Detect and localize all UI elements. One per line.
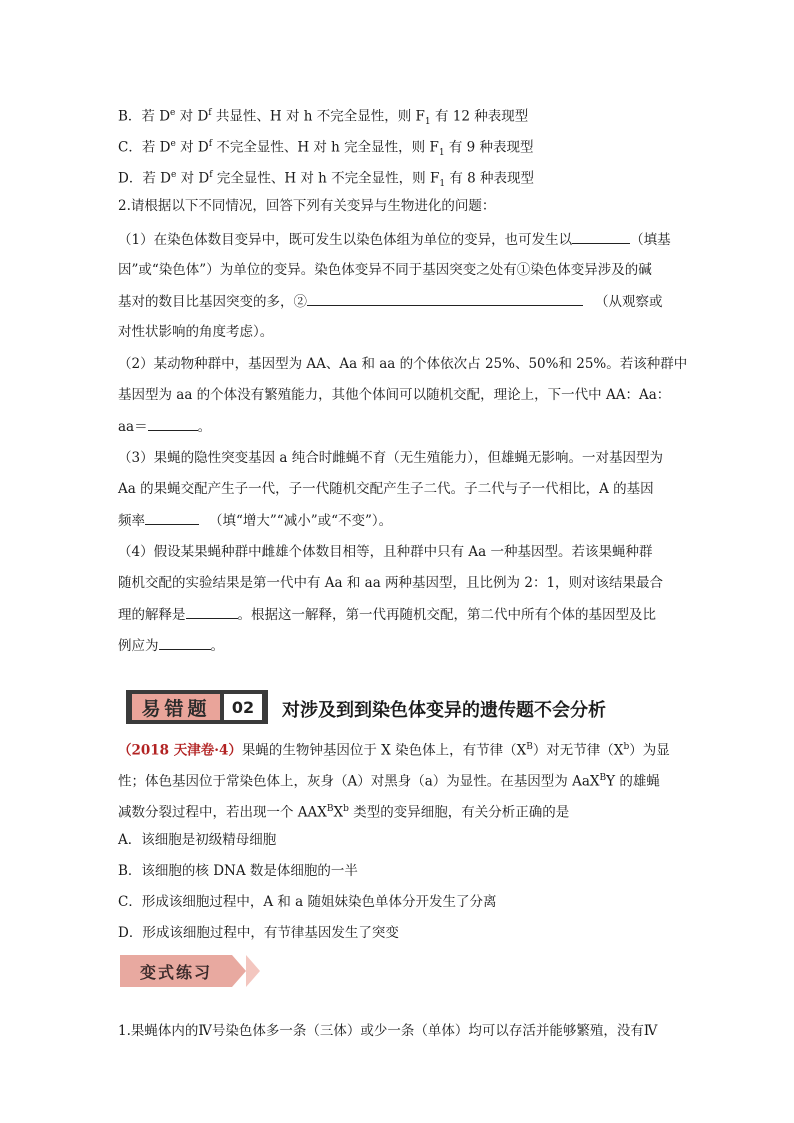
- q2-p2-line2: 基因型为 aa 的个体没有繁殖能力，其他个体间可以随机交配，理论上，下一代中 AA：Aa：: [118, 387, 671, 403]
- q2-p2-line3: aa＝ 。: [118, 416, 211, 437]
- chevron-right-icon: [232, 955, 246, 987]
- question-line1: （2018 天津卷·4）果蝇的生物钟基因位于 X 染色体上，有节律$(X^B)$对无节律$(X^b)$为显: [118, 742, 670, 759]
- option-c: C．若 De 对 $D^f$ 不完全显性、H 对 h 完全显性，则 $F_1$ 有 9 种表现型: [118, 139, 534, 159]
- question-source: （2018 天津卷·4）: [118, 742, 242, 759]
- q2-p4-line1: （4）假设某果蝇种群中雌雄个体数目相等，且种群中只有 Aa 一种基因型。若该果蝇种群: [118, 544, 653, 560]
- q2-p1-line4: 对性状影响的角度考虑）。: [118, 324, 274, 340]
- q2-p2-line1: （2）某动物种群中，基因型为 AA、Aa 和 aa 的个体依次占 25%、50%和 25%。若该种群中: [118, 356, 688, 372]
- section-banner: [126, 690, 268, 724]
- section-title: 对涉及到到染色体变异的遗传题不会分析: [282, 700, 606, 721]
- q2-intro: 2.请根据以下不同情况，回答下列有关变异与生物进化的问题：: [118, 198, 496, 214]
- answer-blank[interactable]: [148, 416, 198, 431]
- banner-number: 02: [224, 694, 262, 720]
- chevron-right-icon: [246, 955, 260, 987]
- answer-option-c: C．形成该细胞过程中，A 和 a 随姐妹染色单体分开发生了分离: [118, 894, 497, 910]
- q2-p1-line2: 因”或“染色体”）为单位的变异。染色体变异不同于基因突变之处有①染色体变异涉及的碱: [118, 262, 652, 278]
- answer-blank[interactable]: [186, 604, 238, 619]
- q2-p4-line4: 例应为 。: [118, 635, 224, 656]
- q2-p4-line2: 随机交配的实验结果是第一代中有 Aa 和 aa 两种基因型，且比例为 2：1，则对该结果最合: [118, 575, 664, 591]
- banner-label: 易错题: [132, 694, 220, 720]
- option-d: D．若 De 对 $D^f$ 完全显性、H 对 h 不完全显性，则 $F_1$ 有 8 种表现型: [118, 170, 535, 190]
- practice-banner: [120, 955, 270, 987]
- q2-p1-line3: 基对的数目比基因突变的多，② （从观察或: [118, 291, 663, 312]
- q2-p4-line3: 理的解释是 。根据这一解释，第一代再随机交配，第二代中所有个体的基因型及比: [118, 604, 656, 625]
- answer-option-b: B．该细胞的核 DNA 数是体细胞的一半: [118, 863, 358, 879]
- answer-blank[interactable]: [145, 510, 199, 525]
- answer-blank[interactable]: [159, 635, 211, 650]
- answer-option-d: D．形成该细胞过程中，有节律基因发生了突变: [118, 925, 399, 941]
- q2-p3-line1: （3）果蝇的隐性突变基因 a 纯合时雌蝇不育（无生殖能力），但雄蝇无影响。一对基因型为: [118, 450, 663, 466]
- question-line2: 性；体色基因位于常染色体上，灰身（A）对黑身（a）为显性。在基因型为 AaX$^B$Y 的雄蝇: [118, 773, 660, 790]
- practice-label: 变式练习: [120, 955, 232, 987]
- q2-p3-line2: Aa 的果蝇交配产生子一代，子一代随机交配产生子二代。子二代与子一代相比，A 的基因: [118, 481, 654, 497]
- practice-question-1: 1.果蝇体内的Ⅳ号染色体多一条（三体）或少一条（单体）均可以存活并能够繁殖，没有Ⅳ: [118, 1023, 658, 1039]
- answer-blank[interactable]: [307, 291, 583, 306]
- option-b: B．若 De 对 $D^f$ 共显性、H 对 h 不完全显性，则 $F_1$ 有 12 种表现型: [118, 108, 529, 128]
- question-line3: 减数分裂过程中，若出现一个 $AAX^BX^b$ 类型的变异细胞，有关分析正确的是: [118, 804, 570, 821]
- q2-p3-line3: 频率 （填“增大”“减小”或“不变”）。: [118, 510, 392, 531]
- q2-p1-line1: （1）在染色体数目变异中，既可发生以染色体组为单位的变异，也可发生以 （填基: [118, 229, 671, 250]
- answer-option-a: A．该细胞是初级精母细胞: [118, 832, 277, 848]
- answer-blank[interactable]: [572, 229, 630, 244]
